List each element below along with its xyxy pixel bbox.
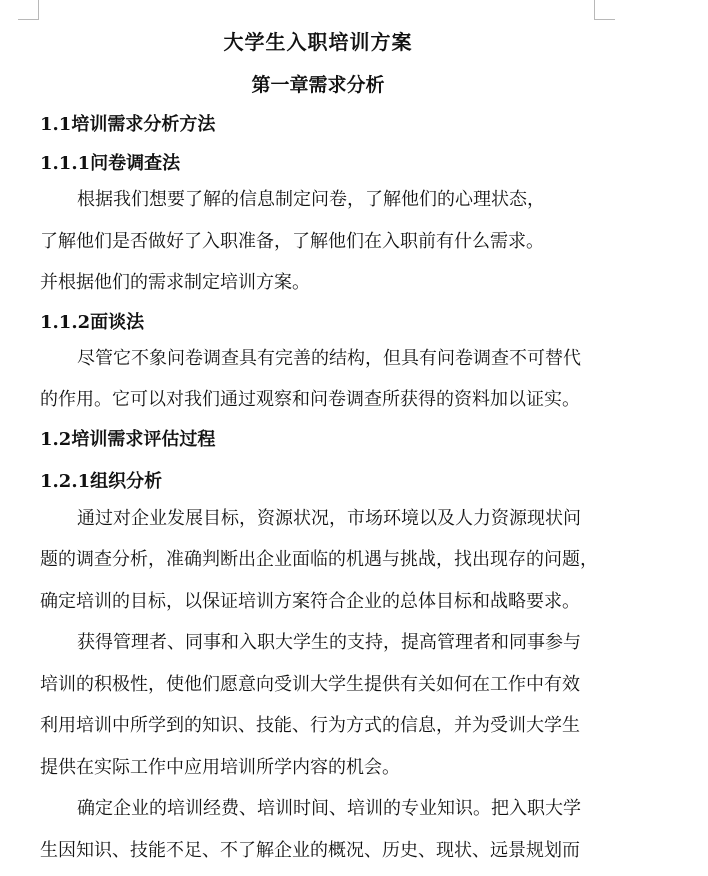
crop-mark-top-left (18, 19, 39, 20)
section-heading-1-1-2: 1.1.2面谈法 (40, 311, 145, 333)
paragraph-line: 培训的积极性，使他们愿意向受训大学生提供有关如何在工作中有效 (40, 673, 580, 695)
paragraph-line: 根据我们想要了解的信息制定问卷，了解他们的心理状态， (77, 189, 545, 210)
document-body[interactable] (40, 26, 596, 871)
paragraph-line: 尽管它不象问卷调查具有完善的结构，但具有问卷调查不可替代 (77, 347, 581, 369)
document-title: 大学生入职培训方案 (223, 30, 413, 54)
section-heading-1-2-1: 1.2.1组织分析 (40, 470, 163, 492)
paragraph-line: 生因知识、技能不足、不了解企业的概况、历史、现状、远景规划而 (40, 839, 580, 861)
paragraph-line: 并根据他们的需求制定培训方案。 (40, 272, 310, 293)
paragraph-line: 了解他们是否做好了入职准备，了解他们在入职前有什么需求。 (40, 230, 544, 252)
paragraph-line: 的作用。它可以对我们通过观察和问卷调查所获得的资料加以证实。 (40, 389, 580, 410)
paragraph-line: 利用培训中所学到的知识、技能、行为方式的信息，并为受训大学生 (40, 715, 580, 736)
paragraph-line: 获得管理者、同事和入职大学生的支持，提高管理者和同事参与 (77, 632, 581, 653)
paragraph-interview (40, 338, 596, 421)
section-heading-1-1: 1.1培训需求分析方法 (40, 114, 216, 135)
crop-mark-top-right (594, 19, 615, 20)
paragraph-line: 确定培训的目标，以保证培训方案符合企业的总体目标和战略要求。 (40, 590, 580, 612)
section-heading-1-2: 1.2培训需求评估过程 (40, 428, 216, 450)
chapter-heading: 第一章需求分析 (251, 74, 385, 96)
paragraph-org-analysis-1 (40, 498, 596, 623)
paragraph-line: 提供在实际工作中应用培训所学内容的机会。 (40, 756, 400, 778)
paragraph-org-analysis-2 (40, 622, 596, 788)
section-heading-1-1-1: 1.1.1问卷调查法 (40, 153, 181, 174)
paragraph-line: 题的调查分析，准确判断出企业面临的机遇与挑战，找出现存的问题， (40, 549, 598, 570)
paragraph-line: 通过对企业发展目标，资源状况，市场环境以及人力资源现状问 (77, 507, 581, 529)
paragraph-org-analysis-3 (40, 788, 596, 871)
paragraph-line: 确定企业的培训经费、培训时间、培训的专业知识。把入职大学 (77, 798, 581, 819)
crop-mark-top-right (594, 0, 595, 20)
crop-mark-top-left (38, 0, 39, 20)
paragraph-questionnaire (40, 179, 596, 304)
